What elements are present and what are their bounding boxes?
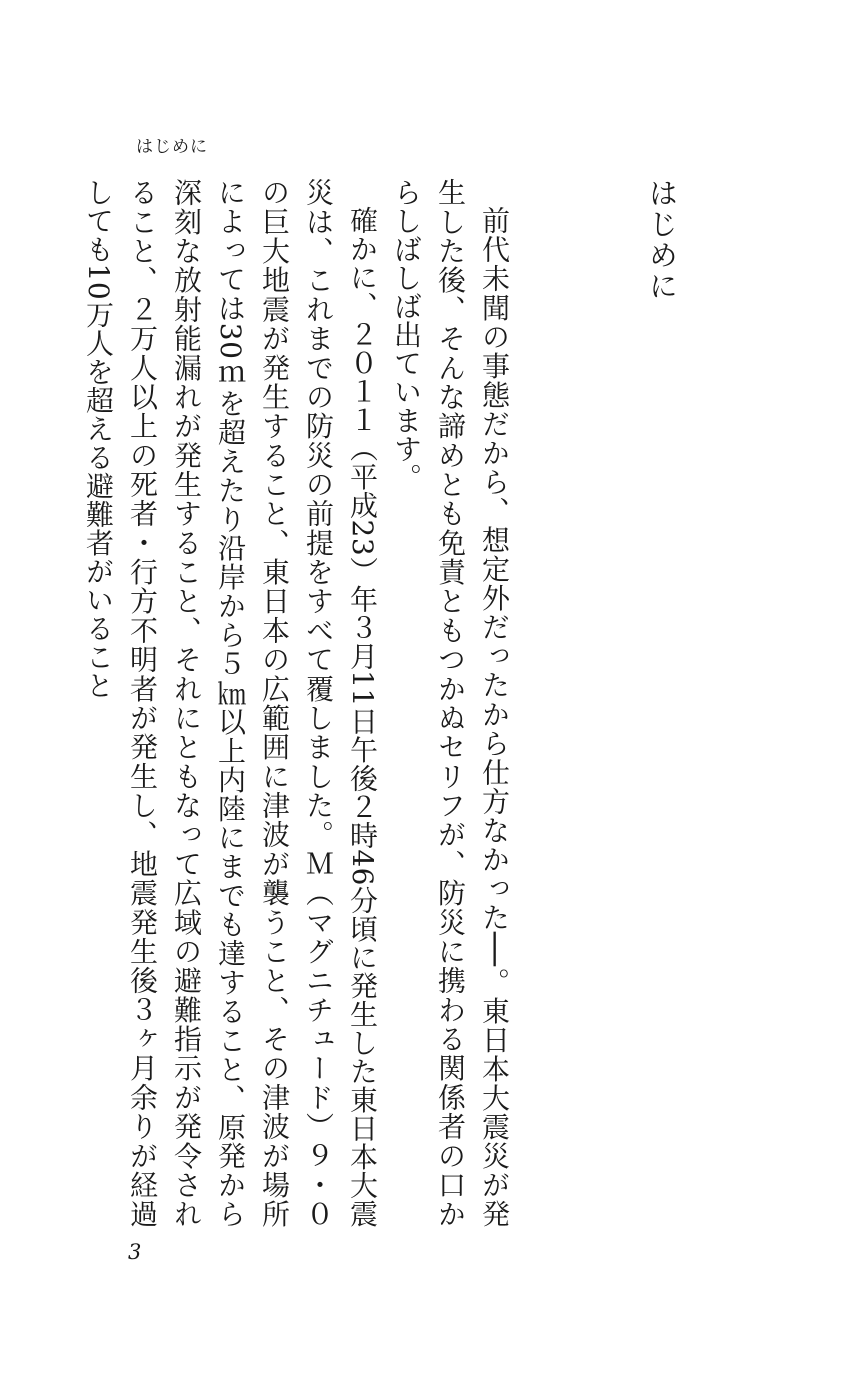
paragraph-2: 確かに、２０１１（平成23）年３月11日午後２時46分頃に発生した東日本大震災は、これまでの防災の前提をすべて覆しました。Ｍ（マグニチュード）９・０の巨大地震が発生すること、東日本の広範囲に津波が襲うこと、その津波が場所によっては30ｍを超えたり沿岸から５㎞以上内陸にまでも達すること、原発から深刻な放射能漏れが発生すること、それにともなって広域の避難指示が発令されること、２万人以上の死者・行方不明者が発生し、地震発生後３ヶ月余りが経過しても10万人を超える避難者がいること	[82, 178, 379, 1228]
chapter-title: はじめに	[645, 178, 679, 302]
body-text	[76, 178, 516, 1228]
running-head: はじめに	[136, 137, 208, 157]
page-number: 3	[128, 1240, 142, 1264]
paragraph-1: 前代未聞の事態だから、想定外だったから仕方なかった──。東日本大震災が発生した後、そんな諦めとも免責ともつかぬセリフが、防災に携わる関係者の口からしばしば出ています。	[390, 178, 511, 1228]
